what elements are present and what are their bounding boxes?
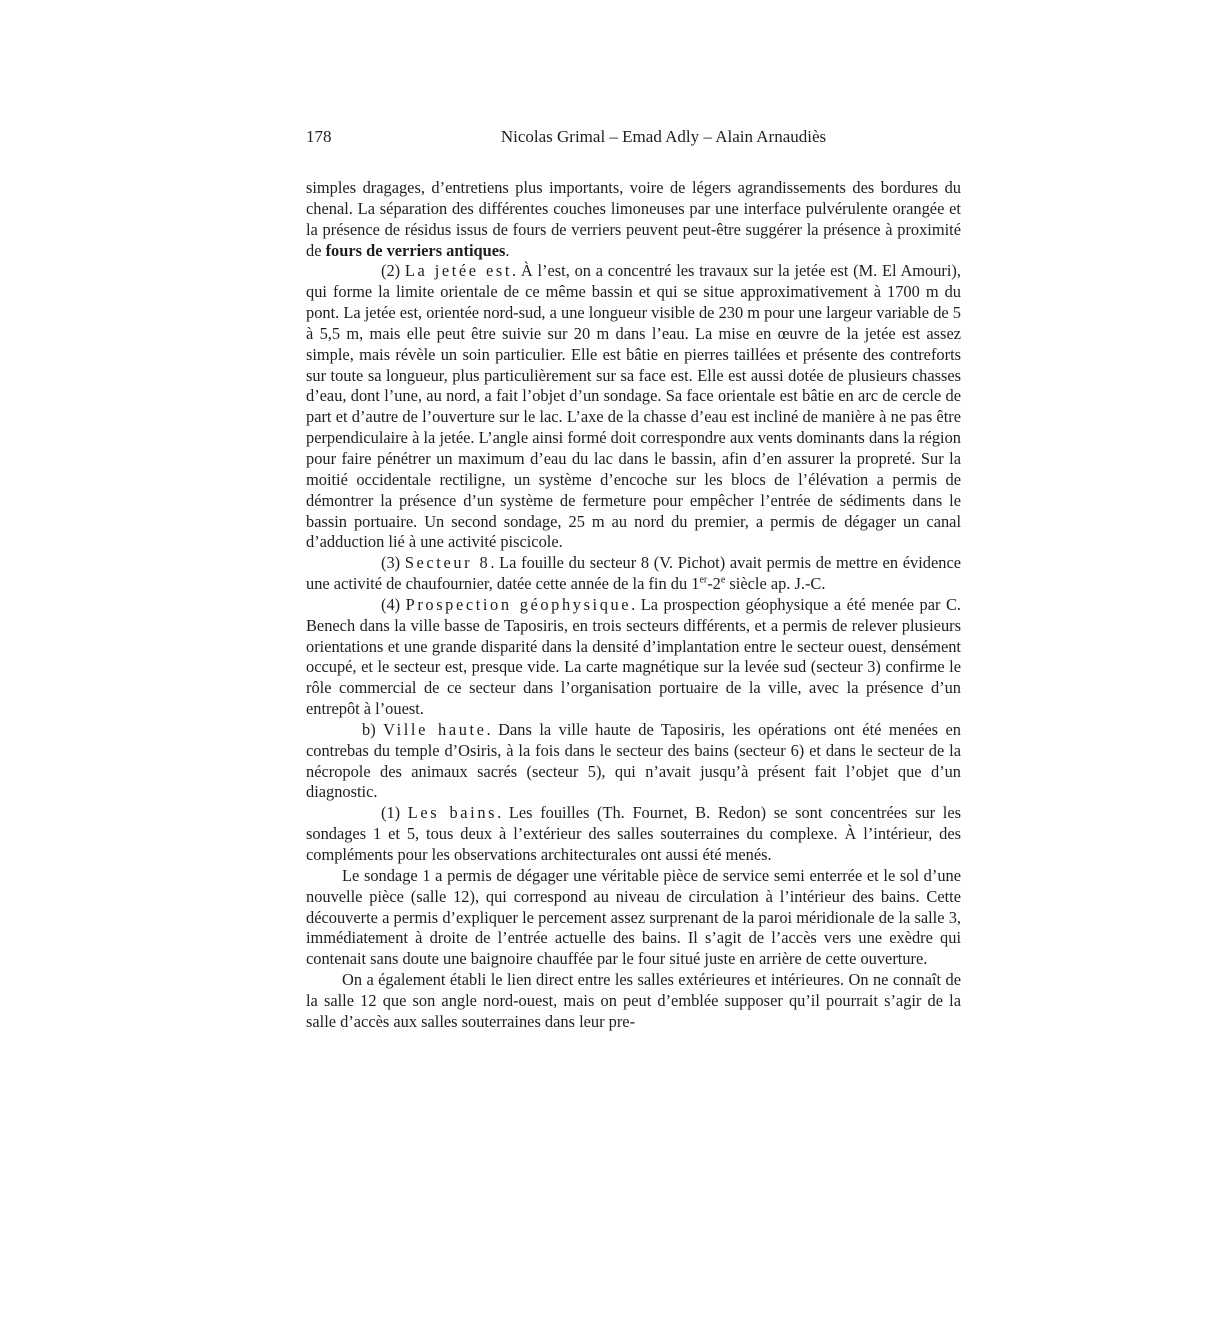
running-title: Nicolas Grimal – Emad Adly – Alain Arnaudiès xyxy=(500,127,827,146)
section-number: (3) xyxy=(381,553,405,573)
paragraph-text: . Les fouilles (Th. Fournet, B. Redon) se sont concentrées sur les sondages 1 et 5, tous deux à l’extérieur des salles souterraines du complexe. À l’intérieur, des compléments pour les observations architecturales ont aussi été menés. xyxy=(306,803,961,864)
paragraph-salles xyxy=(306,970,961,1033)
section-heading: Prospection géophysique xyxy=(405,594,632,614)
paragraph-text: . La prospection géophysique a été menée par C. Benech dans la ville basse de Taposiris, en trois secteurs différents, et a permis de relever plusieurs orientations et une grande disparité dans la densité d’implantation entre le secteur ouest, densément occupé, et le secteur est, presque vide. La carte magnétique sur la levée sud (secteur 3) confirme le rôle commercial de ce secteur dans l’organisation portuaire de la ville, avec la présence d’un entrepôt à l’ouest. xyxy=(306,594,962,719)
bold-phrase: fours de verriers antiques xyxy=(325,240,506,260)
section-number: (1) xyxy=(381,803,408,823)
section-number: b) xyxy=(362,719,384,739)
paragraph-text: -2 xyxy=(707,574,721,594)
section-heading: Secteur 8 xyxy=(404,553,491,573)
superscript: er xyxy=(699,574,708,586)
body-text xyxy=(306,178,961,1033)
section-heading: La jetée est xyxy=(404,261,513,281)
paragraph-text: . À l’est, on a concentré les travaux sur la jetée est (M. El Amouri), qui forme la limite orientale de ce même bassin et qui se situe approximativement à 1700 m du pont. La jetée est, orientée nord-sud, a une longueur visible de 230 m pour une largeur variable de 5 à 5,5 m, mais elle peut être suivie sur 20 m dans l’eau. La mise en œuvre de la jetée est assez simple, mais révèle un soin particulier. Elle est bâtie en pierres taillées et présente des contreforts sur toute sa longueur, plus particulièrement sur sa face est. Elle est aussi dotée de plusieurs chasses d’eau, dont l’une, au nord, a fait l’objet d’un sondage. Sa face orientale est bâtie en arc de cercle de part et d’autre de l’ouverture sur le lac. L’axe de la chasse d’eau est incliné de manière à ne pas être perpendiculaire à la jetée. L’angle ainsi formé doit correspondre aux vents dominants dans la région pour faire pénétrer un maximum d’eau du lac dans le bassin, afin d’en assurer la propreté. Sur la moitié occidentale rectiligne, un système d’encoche sur les blocs de l’élévation a permis de démontrer la présence d’un système de fermeture pour empêcher l’entrée de sédiments dans le bassin portuaire. Un second sondage, 25 m au nord du premier, a permis de dégager un canal d’adduction lié à une activité piscicole. xyxy=(306,261,961,552)
paragraph-text: . La fouille du secteur 8 (V. Pichot) avait permis de mettre en évidence une activité de chaufournier, datée cette année de la fin du 1 xyxy=(306,553,961,594)
section-number: (2) xyxy=(381,261,405,281)
paragraph-text: Le sondage 1 a permis de dégager une véritable pièce de service semi enterrée et le sol d’une nouvelle pièce (salle 12), qui correspond au niveau de circulation à l’intérieur des bains. Cette découverte a permis d’expliquer le percement assez surprenant de la paroi méridionale de la salle 3, immédiatement à droite de l’entrée actuelle des bains. Il s’agit de l’accès vers une exèdre qui contenait sans doute une baignoire chauffée par le four situé juste en arrière de cette ouverture. xyxy=(306,865,961,969)
paragraph-secteur-8 xyxy=(306,553,961,595)
paragraph-jetee-est xyxy=(306,261,961,553)
paragraph-sondage-1 xyxy=(306,866,961,970)
running-head xyxy=(306,125,961,149)
section-number: (4) xyxy=(381,594,406,614)
superscript: e xyxy=(720,574,726,586)
paragraph-text: simples dragages, d’entretiens plus importants, voire de légers agrandissements des bordures du chenal. La séparation des différentes couches limoneuses par une interface pulvérulente orangée et la présence de résidus issus de fours de verriers peuvent peut-être suggérer la présence à proximité de xyxy=(306,178,961,260)
paragraph-bains xyxy=(306,803,961,866)
paragraph-ville-haute xyxy=(306,720,961,803)
paragraph-prospection xyxy=(306,595,961,720)
section-heading: Ville haute xyxy=(383,719,487,739)
paragraph-text: siècle ap. J.-C. xyxy=(725,574,826,594)
paragraph-end: . xyxy=(505,240,510,260)
paragraph-continuation xyxy=(306,178,961,261)
section-heading: Les bains xyxy=(407,803,498,823)
paragraph-text: . Dans la ville haute de Taposiris, les opérations ont été menées en contrebas du temple d’Osiris, à la fois dans le secteur des bains (secteur 6) et dans le secteur de la nécropole des animaux sacrés (secteur 5), qui n’avait jusqu’à présent fait l’objet que d’un diagnostic. xyxy=(306,719,962,802)
page-number: 178 xyxy=(306,127,332,146)
paragraph-text: On a également établi le lien direct entre les salles extérieures et intérieures. On ne connaît de la salle 12 que son angle nord-ouest, mais on peut d’emblée supposer qu’il pourrait s’agir de la salle d’accès aux salles souterraines dans leur pre- xyxy=(306,970,961,1031)
